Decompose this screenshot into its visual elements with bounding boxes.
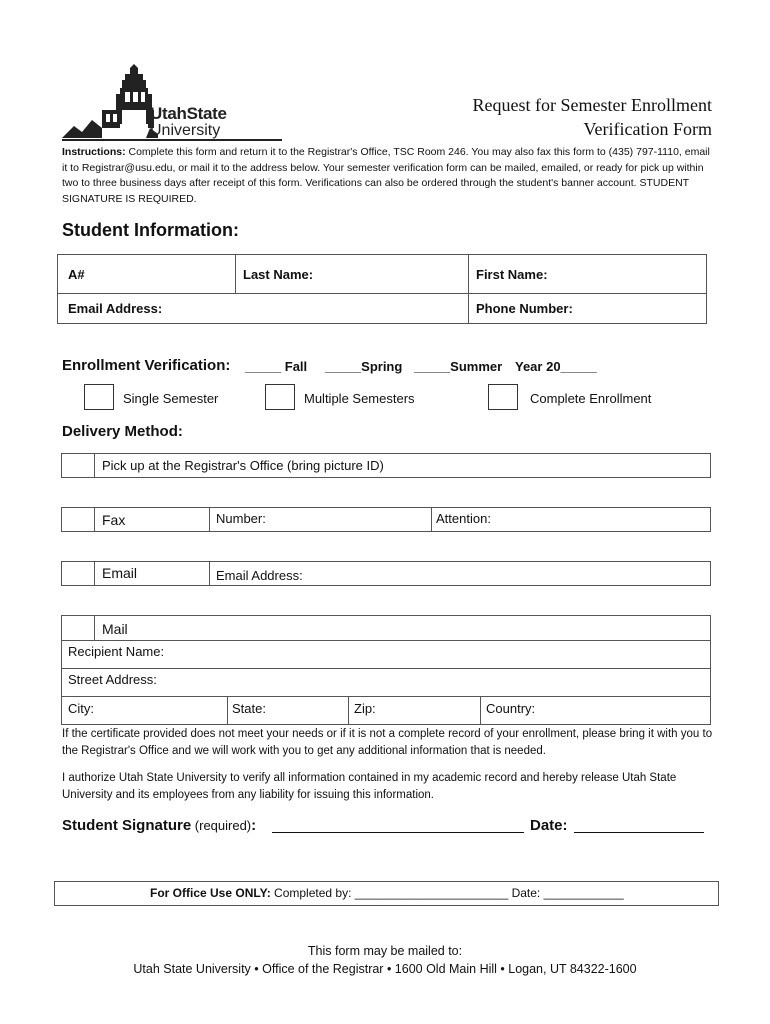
signature-date-field[interactable]	[574, 816, 704, 833]
table-divider	[480, 696, 481, 724]
single-semester-label: Single Semester	[123, 391, 219, 406]
logo-text-university: University	[150, 122, 221, 139]
email-checkbox[interactable]	[62, 562, 95, 585]
office-use-line	[150, 886, 624, 900]
instructions-text: Complete this form and return it to the Registrar's Office, TSC Room 246. You may also fax this form to (435) 797-1110, email it to Registrar@usu.edu, or mail it to the address below. Your semester verification form can be mailed, emailed, or ready for pick up within two to three business days after receipt of this form. Verifications can also be ordered through the student's banner account. STUDENT SIGNATURE IS REQUIRED.	[62, 146, 710, 205]
pickup-checkbox[interactable]	[62, 454, 95, 477]
delivery-email-address-field[interactable]: Email Address:	[216, 568, 303, 583]
pickup-label: Pick up at the Registrar's Office (bring picture ID)	[102, 458, 384, 473]
single-semester-checkbox[interactable]	[84, 384, 114, 410]
multiple-semesters-label: Multiple Semesters	[304, 391, 415, 406]
mail-checkbox[interactable]	[62, 616, 95, 640]
a-number-field[interactable]: A#	[68, 267, 85, 282]
form-title-line1: Request for Semester Enrollment	[472, 95, 712, 115]
footer-mail-intro: This form may be mailed to:	[307, 944, 463, 958]
fax-number-field[interactable]: Number:	[216, 511, 266, 526]
signature-label	[62, 817, 256, 834]
logo-text-utahstate: UtahState	[150, 104, 227, 123]
complete-enrollment-label: Complete Enrollment	[530, 391, 652, 406]
table-divider	[58, 293, 706, 294]
email-label: Email	[102, 565, 138, 581]
signature-label-text: Student Signature	[62, 817, 192, 834]
summer-field[interactable]: _____Summer	[414, 359, 503, 374]
fax-label: Fax	[102, 512, 126, 528]
office-completed-by[interactable]: Completed by: _______________________	[270, 886, 509, 900]
signature-date-label: Date:	[530, 817, 568, 834]
fax-attention-field[interactable]: Attention:	[436, 511, 491, 526]
country-field[interactable]: Country:	[486, 701, 536, 716]
fax-checkbox[interactable]	[62, 508, 95, 531]
multiple-semesters-checkbox[interactable]	[265, 384, 295, 410]
student-info-heading: Student Information:	[62, 220, 239, 240]
table-divider	[227, 696, 228, 724]
table-divider	[62, 668, 710, 669]
office-date[interactable]: Date: ____________	[508, 886, 624, 900]
student-signature-field[interactable]	[272, 816, 524, 833]
instructions	[62, 145, 714, 207]
form-title-line2: Verification Form	[583, 119, 712, 139]
spring-field[interactable]: _____Spring	[325, 359, 403, 374]
street-address-field[interactable]: Street Address:	[68, 672, 157, 687]
city-field[interactable]: City:	[68, 701, 94, 716]
email-row	[61, 561, 711, 586]
table-divider	[235, 255, 236, 293]
mail-label: Mail	[102, 621, 128, 637]
delivery-heading: Delivery Method:	[62, 423, 183, 440]
office-use-box	[54, 881, 719, 906]
instructions-label: Instructions:	[62, 146, 126, 158]
table-divider	[348, 696, 349, 724]
footer-address: Utah State University • Office of the Registrar • 1600 Old Main Hill • Logan, UT 84322-1600	[133, 962, 637, 976]
table-divider	[468, 255, 469, 323]
authorization-note: I authorize Utah State University to verify all information contained in my academic record and hereby release Utah State University and its employees from any liability for issuing this information.	[62, 772, 677, 801]
phone-number-field[interactable]: Phone Number:	[476, 301, 573, 316]
fall-field[interactable]: _____ Fall	[245, 359, 308, 374]
office-use-label: For Office Use ONLY:	[150, 886, 271, 900]
state-field[interactable]: State:	[232, 701, 266, 716]
fax-row	[61, 507, 711, 532]
certificate-note: If the certificate provided does not meet your needs or if it is not a complete record of your enrollment, please bring it with you to the Registrar's Office and we will work with you to get any additional information that is needed.	[62, 728, 713, 757]
pickup-row	[61, 453, 711, 478]
student-info-table	[57, 254, 707, 324]
table-divider	[62, 696, 710, 697]
year-field[interactable]: Year 20_____	[515, 359, 597, 374]
zip-field[interactable]: Zip:	[354, 701, 376, 716]
recipient-name-field[interactable]: Recipient Name:	[68, 644, 165, 659]
enrollment-heading: Enrollment Verification:	[62, 357, 231, 374]
last-name-field[interactable]: Last Name:	[243, 267, 314, 282]
mail-section	[61, 615, 711, 725]
signature-required: (required)	[191, 818, 252, 833]
first-name-field[interactable]: First Name:	[476, 267, 548, 282]
signature-colon: :	[251, 817, 257, 834]
table-divider	[62, 640, 710, 641]
email-address-field[interactable]: Email Address:	[68, 301, 163, 316]
complete-enrollment-checkbox[interactable]	[488, 384, 518, 410]
